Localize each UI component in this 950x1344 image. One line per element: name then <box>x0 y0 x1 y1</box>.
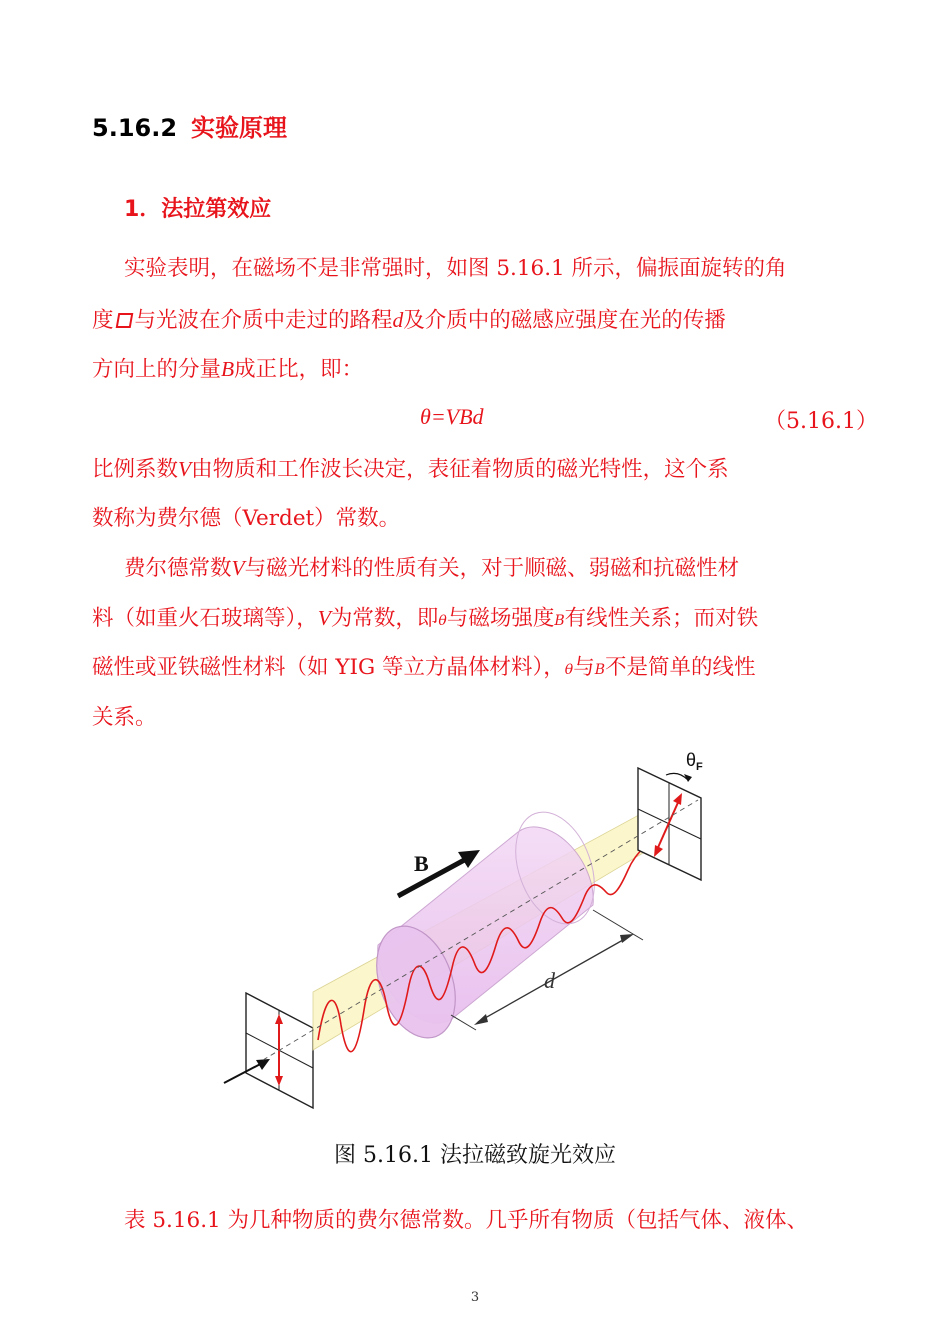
text-span: 度 <box>92 308 114 333</box>
text-span: 比例系数 <box>92 457 179 482</box>
paragraph1-line3 <box>92 354 862 385</box>
paragraph3-line1 <box>124 553 894 584</box>
subsection-heading: 1．法拉第效应 <box>124 197 272 222</box>
paragraph3-line3 <box>92 653 862 685</box>
medium-cylinder <box>362 801 608 1049</box>
d-extension-right <box>593 910 643 940</box>
text-span: 不是简单的线性 <box>605 655 756 680</box>
equation-rhs: =VBd <box>430 404 484 429</box>
text-span: 与磁场强度 <box>446 606 555 631</box>
paragraph3-line4: 关系。 <box>92 705 157 730</box>
d-arrowhead-right-icon <box>620 934 634 943</box>
text-span: 磁性或亚铁磁性材料（如 YIG 等立方晶体材料）， <box>92 655 565 680</box>
equation <box>420 404 484 430</box>
variable-B: B <box>594 662 606 678</box>
text-span: 成正比，即： <box>234 357 364 382</box>
variable-V: V <box>178 457 192 481</box>
variable-theta: θ <box>438 613 447 629</box>
variable-B: B <box>554 613 565 629</box>
text-span: 与磁光材料的性质有关，对于顺磁、弱磁和抗磁性材 <box>244 556 740 581</box>
section-title: 实验原理 <box>191 114 288 142</box>
d-extension-left <box>451 1015 476 1030</box>
text-span: 方向上的分量 <box>92 357 222 382</box>
theta-f-label: $\theta_F$ <box>686 750 703 773</box>
equation-lhs: θ <box>420 404 431 429</box>
variable-d: d <box>392 308 404 332</box>
variable-B: B <box>221 357 235 381</box>
paragraph2-line1 <box>92 454 862 485</box>
section-heading <box>92 108 287 143</box>
paragraph4-line1: 表 5.16.1 为几种物质的费尔德常数。几乎所有物质（包括气体、液体、 <box>124 1208 809 1233</box>
text-span: 料（如重火石玻璃等）， <box>92 606 318 631</box>
missing-glyph-box <box>115 313 133 328</box>
text-span: 费尔德常数 <box>124 556 232 581</box>
faraday-effect-figure <box>218 740 738 1120</box>
paragraph1-line1: 实验表明，在磁场不是非常强时，如图 5.16.1 所示，偏振面旋转的角 <box>124 256 787 281</box>
text-span: 与 <box>573 655 595 680</box>
variable-V: V <box>317 606 331 630</box>
d-arrowhead-left-icon <box>474 1014 488 1025</box>
equation-number: （5.16.1） <box>764 409 878 434</box>
variable-V: V <box>231 556 245 580</box>
text-span: 由物质和工作波长决定，表征着物质的磁光特性，这个系 <box>191 457 729 482</box>
figure-caption: 图 5.16.1 法拉磁致旋光效应 <box>334 1143 616 1168</box>
paragraph1-line2 <box>92 305 862 336</box>
paragraph3-line2 <box>92 603 862 636</box>
paragraph2-line2: 数称为费尔德（Verdet）常数。 <box>92 506 401 531</box>
page-number: 3 <box>470 1290 480 1305</box>
section-number: 5.16.2 <box>92 114 178 142</box>
b-field-label: B <box>414 851 429 876</box>
text-span: 与光波在介质中走过的路程 <box>134 308 393 333</box>
text-span: 及介质中的磁感应强度在光的传播 <box>403 308 726 333</box>
text-span: 为常数，即 <box>330 606 439 631</box>
d-label: d <box>544 968 555 993</box>
text-span: 有线性关系；而对铁 <box>564 606 759 631</box>
variable-theta: θ <box>564 662 574 678</box>
